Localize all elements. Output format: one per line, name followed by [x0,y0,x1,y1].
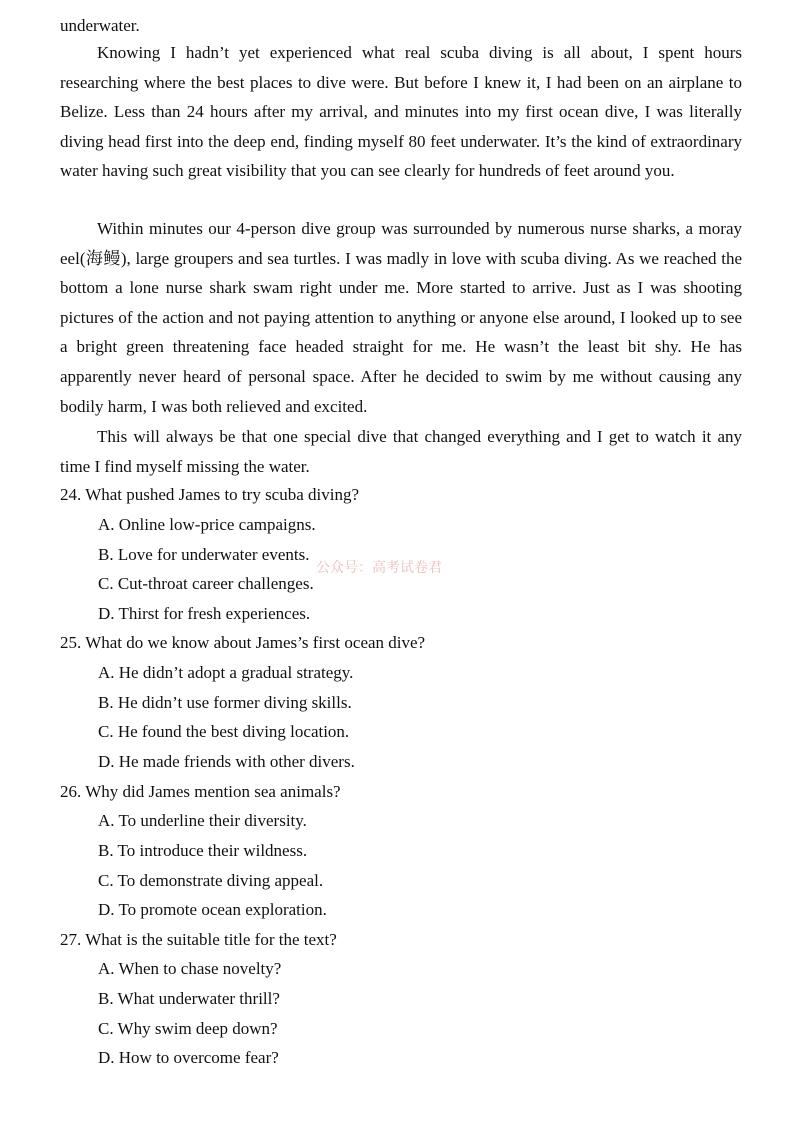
passage-carry-over-line: underwater. [60,16,140,35]
question-26-stem: 26. Why did James mention sea animals? [60,782,341,801]
question-27-option-b: B. What underwater thrill? [98,989,280,1008]
question-24-option-d: D. Thirst for fresh experiences. [98,604,311,623]
question-25-stem: 25. What do we know about James’s first ocean dive? [60,633,426,652]
passage-paragraph-1: Knowing I hadn’t yet experienced what real scuba diving is all about, I spent hours researching where the best places to dive were. But before I knew it, I had been on an airplane to Belize. Less than 24 hours after my arrival, and minutes into my first ocean dive, I was literally diving head first into the deep end, finding myself 80 feet underwater. It’s the kind of extraordinary water having such great visibility that you can see clearly for hundreds of feet around you. [60,43,742,181]
question-25-option-a: A. He didn’t adopt a gradual strategy. [98,663,354,682]
question-24-option-b: B. Love for underwater events. [98,545,310,564]
question-26-option-c: C. To demonstrate diving appeal. [98,871,324,890]
question-26-option-a: A. To underline their diversity. [98,811,307,830]
question-26-option-d: D. To promote ocean exploration. [98,900,327,919]
question-24-option-c: C. Cut-throat career challenges. [98,574,314,593]
question-25-option-c: C. He found the best diving location. [98,722,350,741]
passage-paragraph-3: This will always be that one special dive that changed everything and I get to watch it any time I find myself missing the water. [60,427,742,476]
question-27-option-d: D. How to overcome fear? [98,1048,279,1067]
question-24-option-a: A. Online low-price campaigns. [98,515,316,534]
passage-paragraph-2: Within minutes our 4-person dive group was surrounded by numerous nurse sharks, a moray eel(海鳗), large groupers and sea turtles. I was madly in love with scuba diving. As we reached the bottom a lone nurse shark swam right under me. More started to arrive. Just as I was shooting pictures of the action and not paying attention to anything or anyone else around, I looked up to see a bright green threatening face headed straight for me. He wasn’t the least bit shy. He has apparently never heard of personal space. After he decided to swim by me without causing any bodily harm, I was both relieved and excited. [60,219,742,416]
watermark-text: 公众号：高考试卷君 [316,560,442,576]
question-27-option-c: C. Why swim deep down? [98,1019,278,1038]
question-26-option-b: B. To introduce their wildness. [98,841,308,860]
question-27-stem: 27. What is the suitable title for the text? [60,930,337,949]
question-27-option-a: A. When to chase novelty? [98,959,282,978]
question-25-option-b: B. He didn’t use former diving skills. [98,693,352,712]
question-24-stem: 24. What pushed James to try scuba diving? [60,485,360,504]
question-25-option-d: D. He made friends with other divers. [98,752,355,771]
